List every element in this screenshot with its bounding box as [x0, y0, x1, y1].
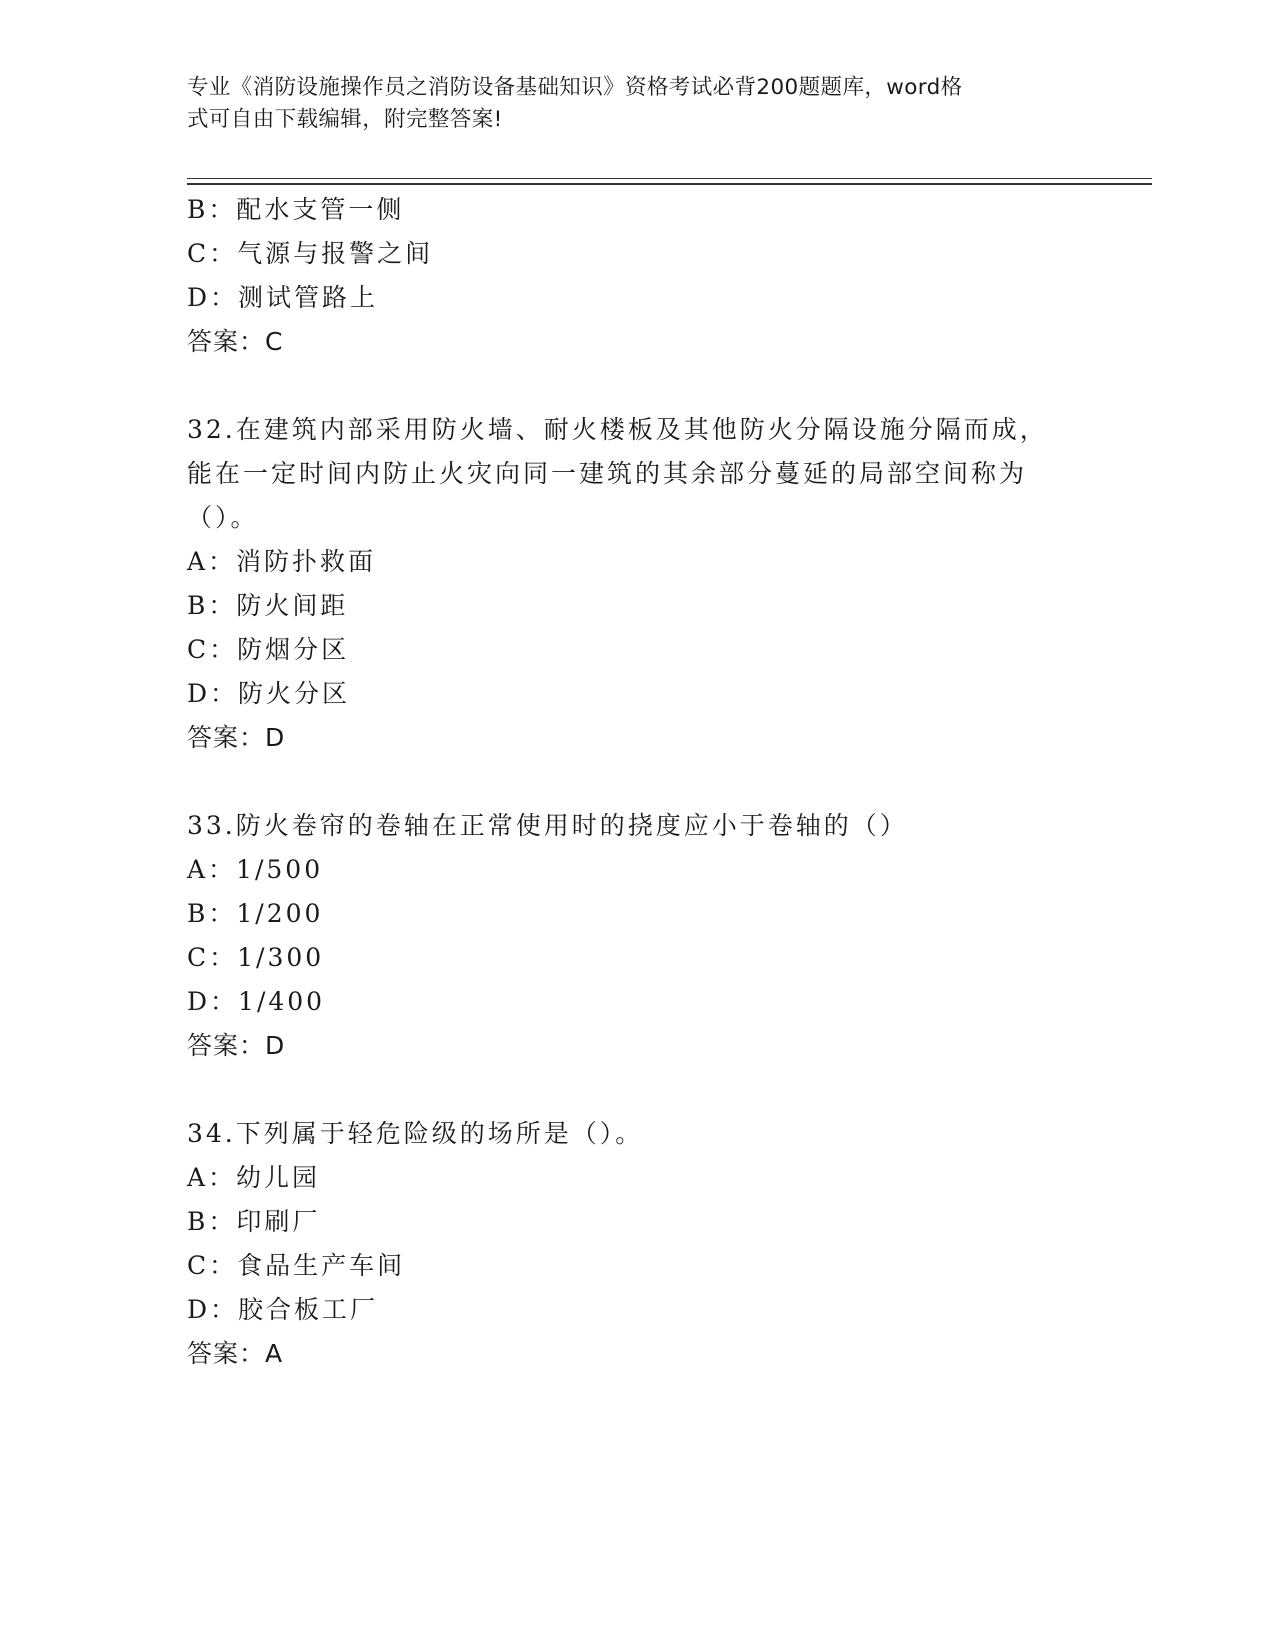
header-divider-thick — [187, 183, 1152, 185]
q32-stem-line-2: 能在一定时间内防止火灾向同一建筑的其余部分蔓延的局部空间称为 — [187, 459, 1028, 488]
q31-option-b: B：配水支管一侧 — [187, 195, 405, 224]
q34-option-a: A：幼儿园 — [187, 1163, 321, 1192]
q32-option-b: B：防火间距 — [187, 591, 349, 620]
q32-option-a: A：消防扑救面 — [187, 547, 377, 576]
header-line-2: 式可自由下载编辑，附完整答案! — [187, 107, 503, 132]
header-divider-thin — [187, 178, 1152, 179]
q33-option-a: A：1/500 — [187, 855, 324, 884]
q32-stem-line-1: 32.在建筑内部采用防火墙、耐火楼板及其他防火分隔设施分隔而成， — [187, 415, 1048, 444]
q34-option-d: D：胶合板工厂 — [187, 1295, 379, 1324]
q32-stem-line-3: （）。 — [187, 503, 259, 532]
q33-option-c: C：1/300 — [187, 943, 325, 972]
q31-answer: 答案：C — [187, 327, 284, 356]
q33-option-b: B：1/200 — [187, 899, 324, 928]
q34-option-c: C：食品生产车间 — [187, 1251, 406, 1280]
q34-option-b: B：印刷厂 — [187, 1207, 321, 1236]
q34-stem-line-1: 34.下列属于轻危险级的场所是（）。 — [187, 1119, 644, 1148]
q31-option-d: D：测试管路上 — [187, 283, 379, 312]
q33-stem-line-1: 33.防火卷帘的卷轴在正常使用时的挠度应小于卷轴的（） — [187, 811, 908, 840]
q32-answer: 答案：D — [187, 723, 286, 752]
q31-option-c: C：气源与报警之间 — [187, 239, 434, 268]
q34-answer: 答案：A — [187, 1339, 284, 1368]
header-line-1: 专业《消防设施操作员之消防设备基础知识》资格考试必背200题题库，word格 — [187, 75, 963, 100]
q33-answer: 答案：D — [187, 1031, 286, 1060]
page-header — [187, 72, 1067, 136]
q32-option-d: D：防火分区 — [187, 679, 351, 708]
q33-option-d: D：1/400 — [187, 987, 326, 1016]
q32-option-c: C：防烟分区 — [187, 635, 350, 664]
